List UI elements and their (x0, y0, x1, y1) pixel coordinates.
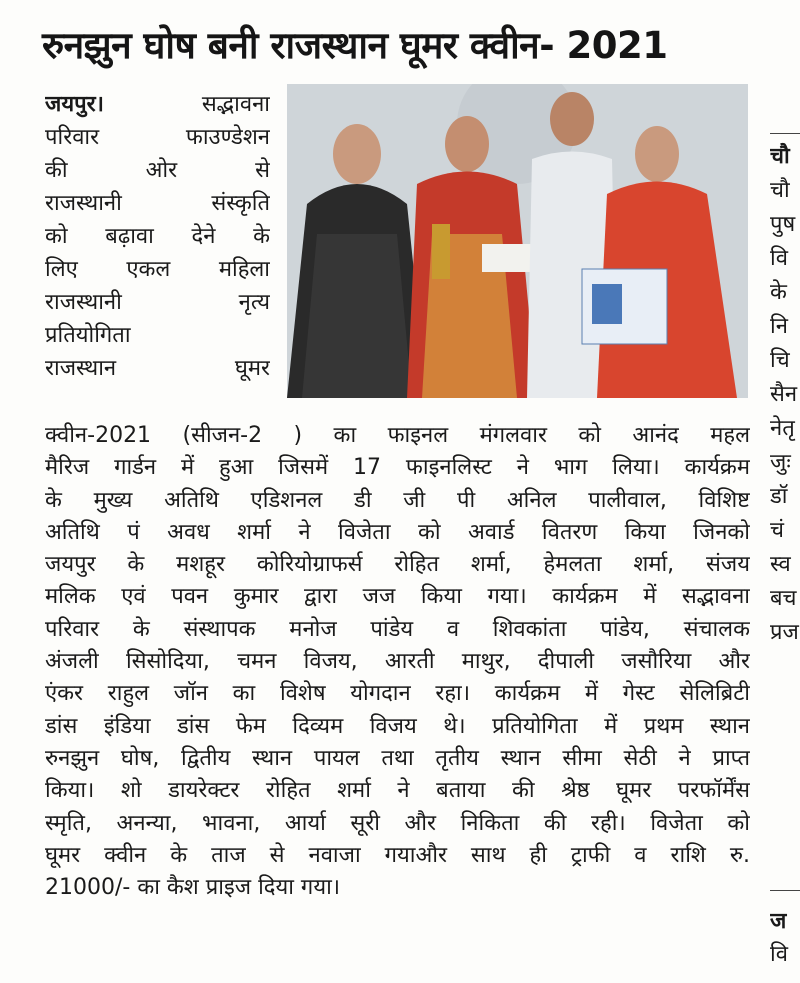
event-photo (287, 84, 748, 398)
adjacent-heading: चौ (770, 144, 790, 169)
text-line: वि (770, 942, 788, 967)
adjacent-article-bottom (770, 905, 800, 971)
text-line: रुनझुन घोष, द्वितीय स्थान पायल तथा तृतीय स्थान सीमा सेठी ने प्राप्त (45, 745, 750, 771)
article-body (45, 420, 750, 904)
text-line: मलिक एवं पवन कुमार द्वारा जज किया गया। कार्यक्रम में सद्भावना (45, 584, 750, 610)
column-divider (770, 133, 800, 134)
intro-column (45, 88, 270, 385)
text-line: एंकर राहुल जॉन का विशेष योगदान रहा। कार्यक्रम में गेस्ट सेलिब्रिटी (45, 681, 750, 707)
adjacent-heading: ज (770, 909, 787, 934)
text-line: नि (770, 314, 788, 339)
text-line: के (770, 280, 787, 305)
text-line: स्मृति, अनन्या, भावना, आर्या सूरी और निकिता की रही। विजेता को (45, 810, 750, 836)
text-line: परिवार फाउण्डेशन (45, 125, 270, 150)
dateline: जयपुर। (45, 92, 104, 117)
text-line: किया। शो डायरेक्टर रोहित शर्मा ने बताया की श्रेष्ठ घूमर परफॉर्मेंस (45, 778, 750, 804)
text-line: घूमर क्वीन के ताज से नवाजा गयाऔर साथ ही ट्राफी व राशि रु. (45, 842, 750, 868)
text-line: क्वीन-2021 (सीजन-2 ) का फाइनल मंगलवार को आनंद महल (45, 423, 750, 448)
text-line: जयपुर के मशहूर कोरियोग्राफर्स रोहित शर्मा, हेमलता शर्मा, संजय (45, 552, 750, 578)
text-line: जयपुर। सद्भावना (45, 92, 270, 117)
text-line: सैन (770, 382, 798, 407)
text-line: राजस्थानी नृत्य (45, 290, 270, 315)
adjacent-article-column (770, 140, 800, 650)
text-line: प्रज (770, 620, 799, 645)
text-line: लिए एकल महिला (45, 257, 270, 282)
text-line: स्व (770, 552, 791, 577)
text-line: चं (770, 518, 784, 543)
photo-illustration (287, 84, 748, 398)
text-line: पुष (770, 212, 796, 237)
text-line: मैरिज गार्डन में हुआ जिसमें 17 फाइनलिस्ट ने भाग लिया। कार्यक्रम (45, 455, 750, 481)
text-line: की ओर से (45, 158, 270, 183)
text-line: राजस्थान घूमर (45, 356, 270, 381)
text-line: जुः (770, 450, 791, 475)
text-line: अंजली सिसोदिया, चमन विजय, आरती माथुर, दीपाली जसौरिया और (45, 649, 750, 675)
headline: रुनझुन घोष बनी राजस्थान घूमर क्वीन- 2021 (42, 24, 668, 67)
text-line: को बढ़ावा देने के (45, 224, 270, 249)
text-line: चौ (770, 178, 790, 203)
text-line: प्रतियोगिता (45, 323, 131, 348)
text-line: चि (770, 348, 790, 373)
text-line: के मुख्य अतिथि एडिशनल डी जी पी अनिल पालीवाल, विशिष्ट (45, 487, 750, 513)
text-line: अतिथि पं अवध शर्मा ने विजेता को अवार्ड वितरण किया जिनको (45, 519, 750, 545)
text-line: परिवार के संस्थापक मनोज पांडेय व शिवकांता पांडेय, संचालक (45, 616, 750, 642)
text-line: 21000/- का कैश प्राइज दिया गया। (45, 875, 341, 901)
text-line: डॉ (770, 484, 788, 509)
text-line: डांस इंडिया डांस फेम दिव्यम विजय थे। प्रतियोगिता में प्रथम स्थान (45, 713, 750, 739)
column-divider (770, 890, 800, 891)
text-line: राजस्थानी संस्कृति (45, 191, 270, 216)
text-line: वि (770, 246, 788, 271)
text-line: बच (770, 586, 797, 611)
text-line: नेतृ (770, 416, 795, 441)
